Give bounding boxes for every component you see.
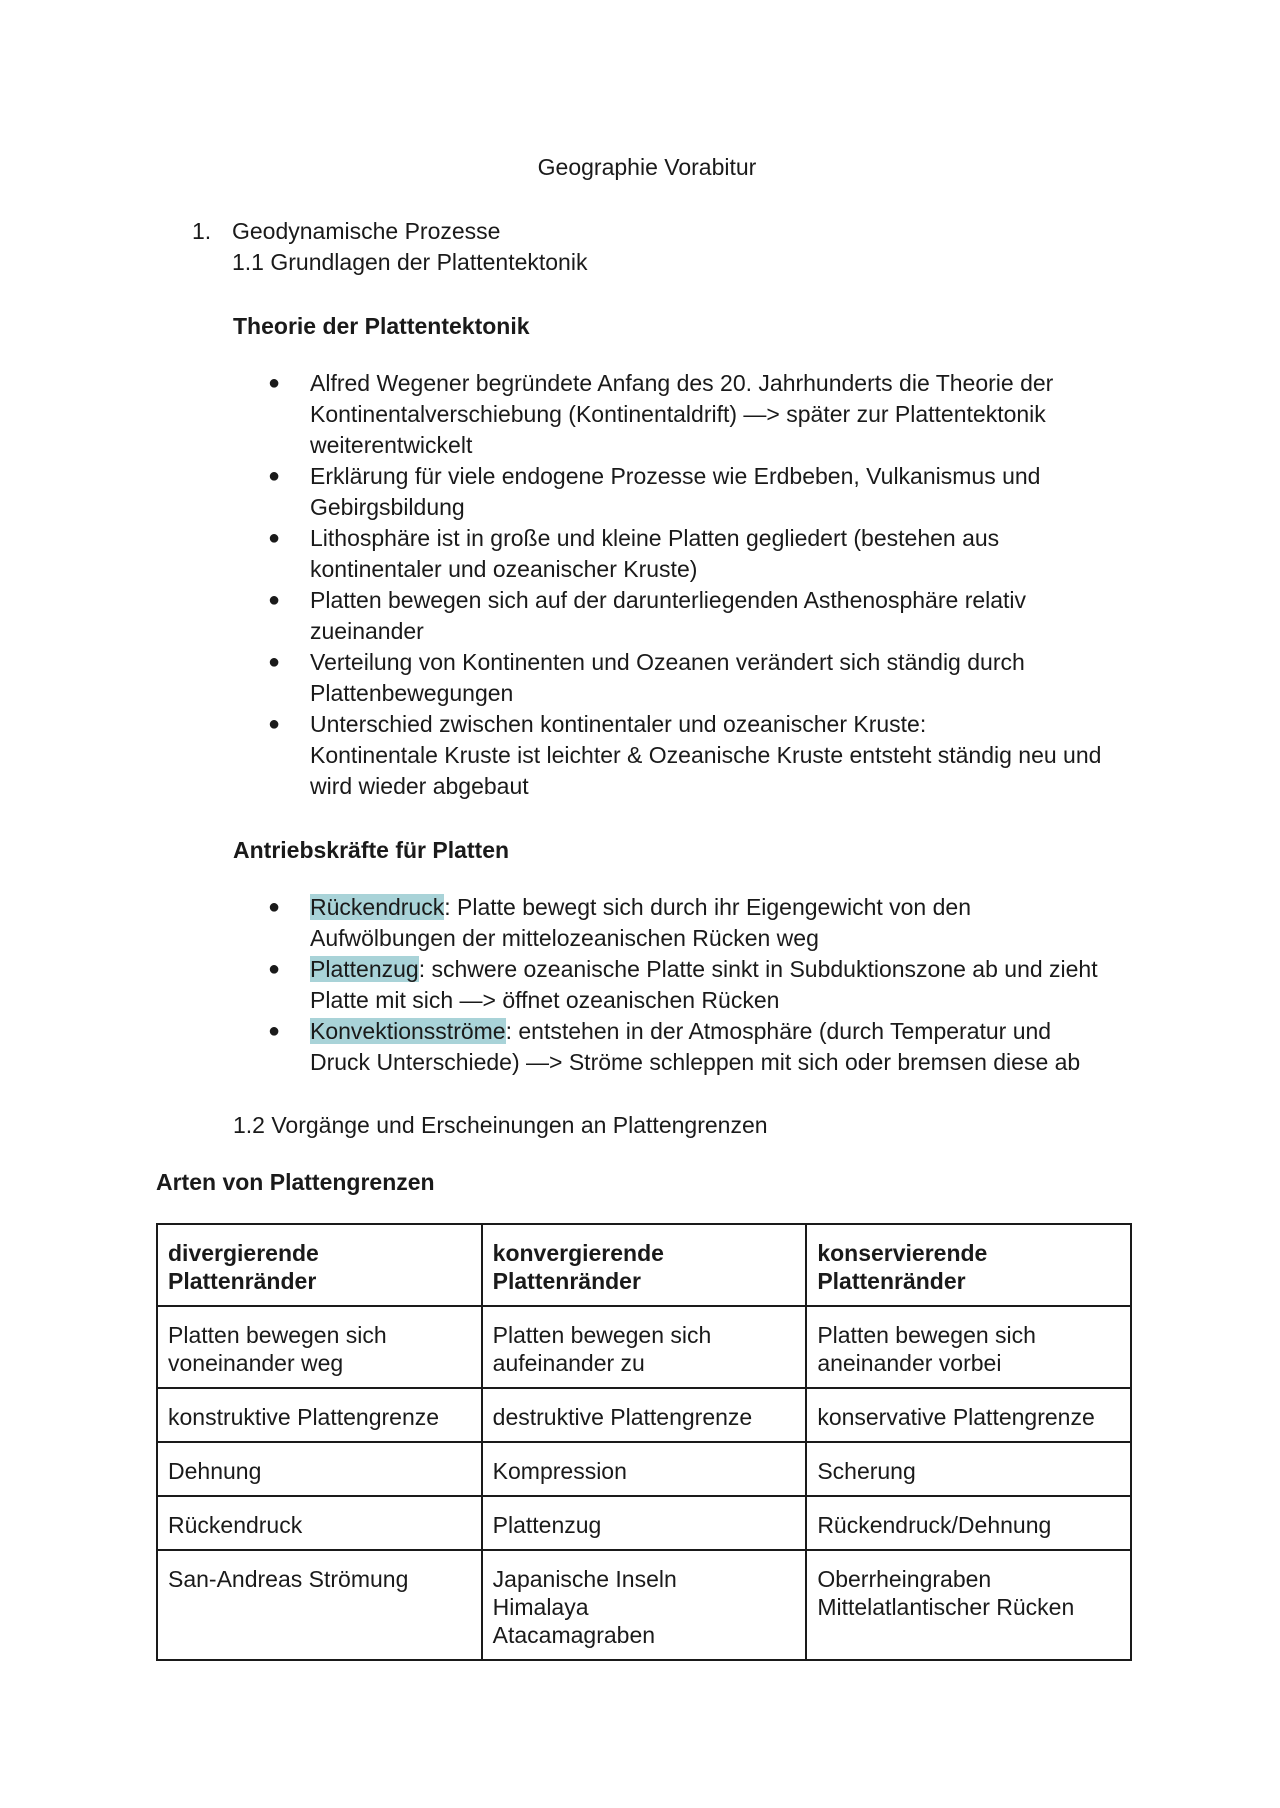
bullet-line [310, 1016, 1138, 1047]
header-line: Plattenränder [817, 1268, 966, 1294]
table-cell [806, 1442, 1131, 1496]
document-title [0, 152, 1280, 183]
bullet-line: wird wieder abgebaut [310, 773, 529, 799]
list-item [268, 585, 1138, 647]
cell-line: Plattenzug [492, 1512, 602, 1538]
cell-line: Himalaya [492, 1594, 589, 1620]
bullet-line: zueinander [310, 618, 424, 644]
section-heading [192, 216, 500, 247]
bullet-line: Druck Unterschiede) —> Ströme schleppen mit sich oder bremsen diese ab [310, 1049, 1081, 1075]
table-cell [157, 1306, 482, 1388]
column-header [157, 1224, 482, 1306]
boundaries-heading: Arten von Plattengrenzen [156, 1169, 435, 1195]
list-item [268, 368, 1138, 461]
section-number: 1. [192, 218, 212, 244]
table-cell [806, 1496, 1131, 1550]
cell-line: Atacamagraben [492, 1622, 656, 1648]
cell-line: Mittelatlantischer Rücken [817, 1594, 1075, 1620]
bullet-line [310, 892, 1138, 923]
cell-line: konstruktive Plattengrenze [168, 1404, 440, 1430]
term-description: : Platte bewegt sich durch ihr Eigengewicht von den [444, 894, 971, 920]
table-row [157, 1550, 1131, 1660]
bullet-icon: ● [268, 1020, 281, 1042]
bullet-line: Plattenbewegungen [310, 680, 514, 706]
table-cell [806, 1388, 1131, 1442]
cell-line: aufeinander zu [492, 1350, 645, 1376]
table-cell [482, 1496, 807, 1550]
cell-line: Japanische Inseln [492, 1566, 677, 1592]
bullet-icon: ● [268, 896, 281, 918]
column-header [482, 1224, 807, 1306]
highlighted-term: Plattenzug [310, 956, 419, 982]
cell-line: Scherung [817, 1458, 916, 1484]
cell-line: voneinander weg [168, 1350, 344, 1376]
plate-boundaries-table [156, 1223, 1132, 1661]
list-item [268, 892, 1138, 954]
bullet-icon: ● [268, 527, 281, 549]
bullet-icon: ● [268, 589, 281, 611]
header-line: konservierende [817, 1240, 988, 1266]
column-header [806, 1224, 1131, 1306]
cell-line: Kompression [492, 1458, 627, 1484]
bullet-line: Alfred Wegener begründete Anfang des 20. Jahrhunderts die Theorie der [310, 370, 1054, 396]
bullet-line: Kontinentalverschiebung (Kontinentaldrift) —> später zur Plattentektonik [310, 401, 1046, 427]
list-item [268, 523, 1138, 585]
theory-bullet-list [268, 368, 1138, 802]
bullet-line: Erklärung für viele endogene Prozesse wie Erdbeben, Vulkanismus und [310, 463, 1041, 489]
table-cell [157, 1388, 482, 1442]
cell-line: San-Andreas Strömung [168, 1566, 409, 1592]
highlighted-term: Rückendruck [310, 894, 445, 920]
bullet-icon: ● [268, 372, 281, 394]
table-row [157, 1388, 1131, 1442]
bullet-line: Platten bewegen sich auf der darunterliegenden Asthenosphäre relativ [310, 587, 1027, 613]
list-item [268, 461, 1138, 523]
bullet-line: Verteilung von Kontinenten und Ozeanen verändert sich ständig durch [310, 649, 1025, 675]
bullet-icon: ● [268, 465, 281, 487]
subsection-heading-1-2: 1.2 Vorgänge und Erscheinungen an Plattengrenzen [233, 1112, 768, 1138]
table-row [157, 1306, 1131, 1388]
list-item [268, 1016, 1138, 1078]
table-cell [157, 1496, 482, 1550]
bullet-line: weiterentwickelt [310, 432, 473, 458]
table-row [157, 1496, 1131, 1550]
cell-line: aneinander vorbei [817, 1350, 1002, 1376]
cell-line: konservative Plattengrenze [817, 1404, 1095, 1430]
header-line: divergierende [168, 1240, 319, 1266]
table-cell [482, 1306, 807, 1388]
term-description: : schwere ozeanische Platte sinkt in Subduktionszone ab und zieht [418, 956, 1098, 982]
list-item [268, 647, 1138, 709]
bullet-line: Unterschied zwischen kontinentaler und ozeanischer Kruste: [310, 711, 927, 737]
bullet-line [310, 954, 1138, 985]
table-cell [482, 1388, 807, 1442]
table-cell [157, 1442, 482, 1496]
term-description: : entstehen in der Atmosphäre (durch Temperatur und [505, 1018, 1052, 1044]
cell-line: destruktive Plattengrenze [492, 1404, 753, 1430]
cell-line: Rückendruck/Dehnung [817, 1512, 1052, 1538]
header-line: konvergierende [492, 1240, 664, 1266]
bullet-icon: ● [268, 958, 281, 980]
cell-line: Platten bewegen sich [168, 1322, 387, 1348]
highlighted-term: Konvektionsströme [310, 1018, 506, 1044]
table-row [157, 1442, 1131, 1496]
bullet-line: Gebirgsbildung [310, 494, 465, 520]
header-line: Plattenränder [492, 1268, 641, 1294]
forces-heading: Antriebskräfte für Platten [233, 837, 510, 863]
bullet-line: Platte mit sich —> öffnet ozeanischen Rücken [310, 987, 780, 1013]
bullet-icon: ● [268, 713, 281, 735]
bullet-line: Aufwölbungen der mittelozeanischen Rücken weg [310, 925, 819, 951]
table-cell [806, 1306, 1131, 1388]
header-line: Plattenränder [168, 1268, 317, 1294]
bullet-line: Lithosphäre ist in große und kleine Platten gegliedert (bestehen aus [310, 525, 1000, 551]
section-label: Geodynamische Prozesse [232, 218, 501, 244]
bullet-icon: ● [268, 651, 281, 673]
title-text: Geographie Vorabitur [537, 154, 757, 180]
bullet-line: Kontinentale Kruste ist leichter & Ozeanische Kruste entsteht ständig neu und [310, 742, 1102, 768]
bullet-line: kontinentaler und ozeanischer Kruste) [310, 556, 698, 582]
table-cell [482, 1442, 807, 1496]
table-cell [482, 1550, 807, 1660]
table-header-row [157, 1224, 1131, 1306]
subsection-heading-1-1: 1.1 Grundlagen der Plattentektonik [232, 249, 588, 275]
list-item [268, 954, 1138, 1016]
cell-line: Rückendruck [168, 1512, 303, 1538]
table-cell [157, 1550, 482, 1660]
forces-bullet-list [268, 892, 1138, 1078]
cell-line: Oberrheingraben [817, 1566, 992, 1592]
list-item [268, 709, 1138, 802]
cell-line: Platten bewegen sich [492, 1322, 712, 1348]
cell-line: Dehnung [168, 1458, 262, 1484]
theory-heading: Theorie der Plattentektonik [233, 313, 530, 339]
table-cell [806, 1550, 1131, 1660]
cell-line: Platten bewegen sich [817, 1322, 1036, 1348]
